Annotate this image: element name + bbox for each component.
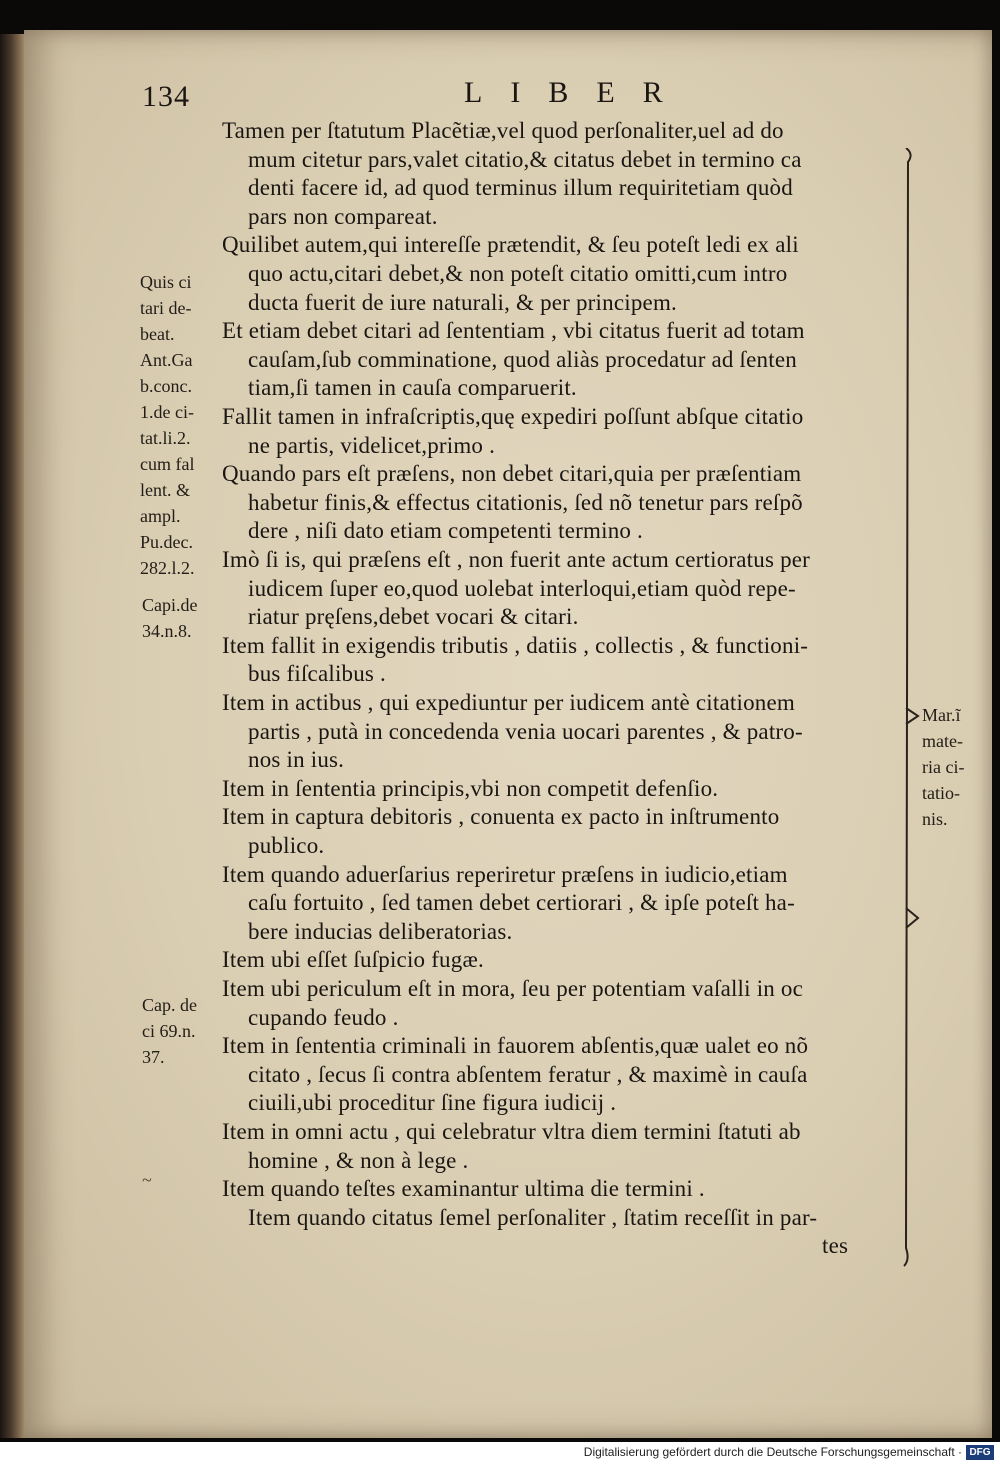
text-line: Item in captura debitoris , conuenta ex pacto in inſtrumento [222,804,780,830]
text-line: Quilibet autem,qui intereſſe prætendit, & ſeu poteſt ledi ex ali [222,232,799,258]
text-line: Item in actibus , qui expediuntur per iudicem antè citationem [222,690,795,715]
text-line: Item in ſententia criminali in fauorem abſentis,quæ ualet eo nõ [222,1033,809,1059]
text-line: iudicem ſuper eo,quod uolebat interloqui,etiam quòd repe- [248,575,796,601]
text-line: publico. [248,833,325,858]
running-head: LIBER [464,76,691,109]
text-line: Item in omni actu , qui celebratur vltra diem termini ſtatuti ab [222,1119,801,1144]
text-line: cupando feudo . [248,1004,399,1030]
text-line: homine , & non à lege . [248,1147,469,1173]
page-content [24,30,992,1438]
text-line: Item quando aduerſarius reperiretur præſens in iudicio,etiam [222,861,788,887]
text-line: Tamen per ſtatutum Placẽtiæ,vel quod perſonaliter,uel ad do [222,118,784,143]
margin-note-right-1: Mar.ĩ mate- ria ci- tatio- nis. [922,705,965,829]
margin-note-left-1: Quis ci tari de- beat. Ant.Ga b.conc. 1.de ci- tat.li.2. cum fal lent. & ampl. Pu.dec. 282.l.2. [140,272,195,578]
footer-credit: Digitalisierung gefördert durch die Deutsche Forschungsgemeinschaft · [583,1445,962,1459]
page-number: 134 [142,80,190,113]
text-line: Item quando citatus ſemel perſonaliter , ſtatim receſſit in par- [248,1204,818,1230]
text-line: Quando pars eſt præſens, non debet citari,quia per præſentiam [222,461,802,487]
text-line: Et etiam debet citari ad ſententiam , vbi citatus fuerit ad totam [222,318,805,344]
book-page [24,30,992,1438]
text-line: caſu fortuito , ſed tamen debet certiorari , & ipſe poteſt ha- [248,890,795,916]
text-line: habetur finis,& effectus citationis, ſed nõ tenetur pars reſpõ [248,489,803,515]
text-line: Imò ſi is, qui præſens eſt , non fuerit ante actum certioratus per [222,547,811,572]
text-line: pars non compareat. [248,203,438,229]
text-line: Item ubi eſſet ſuſpicio fugæ. [222,947,484,973]
ink-mark: ~ [142,1170,152,1190]
text-line: tiam,ſi tamen in cauſa comparuerit. [248,375,577,401]
margin-note-left-3: Cap. de ci 69.n. 37. [142,995,197,1067]
text-line: Item fallit in exigendis tributis , datiis , collectis , & functioni- [222,632,809,658]
text-line: bere inducias deliberatorias. [248,918,513,944]
text-line: denti facere id, ad quod terminus illum requiritetiam quòd [248,175,793,201]
text-line: Item ubi periculum eſt in mora, ſeu per potentiam vaſalli in oc [222,976,804,1001]
text-line: Item quando teſtes examinantur ultima die termini . [222,1176,705,1202]
digitization-footer [0,1442,1000,1464]
text-line: citato , ſecus ſi contra abſentem feratur , & maximè in cauſa [248,1061,808,1087]
text-line: dere , niſi dato etiam competenti termino . [248,518,644,544]
text-line: Item in ſententia principis,vbi non competit defenſio. [222,775,719,801]
text-line: Fallit tamen in infraſcriptis,quę expediri poſſunt abſque citatio [222,404,804,429]
dfg-logo: DFG [966,1445,994,1460]
margin-bracket [900,148,930,1268]
text-line: ne partis, videlicet,primo . [248,432,496,458]
text-line: riatur pręſens,debet vocari & citari. [248,604,579,630]
text-line: ducta fuerit de iure naturali, & per principem. [248,289,677,315]
text-line: cauſam,ſub comminatione, quod aliàs procedatur ad ſenten [248,346,797,372]
text-line: quo actu,citari debet,& non poteſt citatio omitti,cum intro [248,261,788,286]
text-line: tes [822,1233,849,1259]
text-line: nos in ius. [248,747,345,773]
text-line: mum citetur pars,valet citatio,& citatus debet in termino ca [248,146,802,172]
text-line: ciuili,ubi proceditur ſine figura iudicij . [248,1090,617,1116]
text-line: partis , putà in concedenda venia uocari parentes , & patro- [248,718,803,744]
margin-note-left-2: Capi.de 34.n.8. [142,595,198,641]
text-line: bus fiſcalibus . [248,661,386,687]
